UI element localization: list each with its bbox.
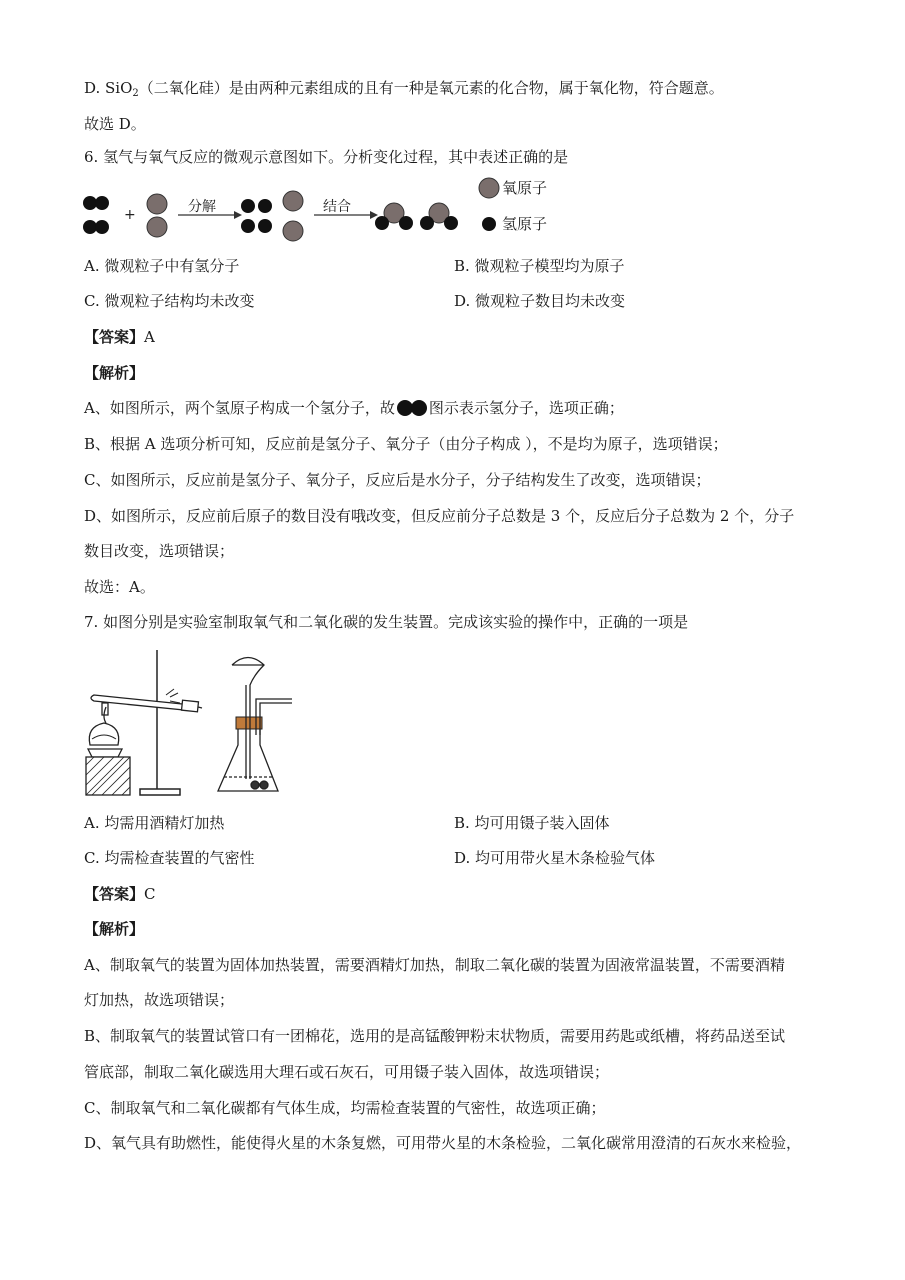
q7-apparatus-diagram — [82, 645, 302, 800]
plus-sign: + — [124, 207, 136, 223]
q7-analysis-c: C、制取氧气和二氧化碳都有气体生成，均需检查装置的气密性，故选项正确； — [84, 1099, 606, 1117]
step2-label: 结合 — [323, 199, 351, 215]
legend-oxygen-symbol — [479, 178, 499, 198]
q6-option-a: A. 微观粒子中有氢分子 — [84, 257, 240, 275]
hydrogen-molecule-inline-icon — [395, 399, 429, 417]
rubber-stopper — [236, 717, 262, 729]
q7-option-a: A. 均需用酒精灯加热 — [84, 814, 225, 832]
q7-analysis-a1: A、制取氧气的装置为固体加热装置，需要酒精灯加热，制取二氧化碳的装置为固液常温装置，不需要酒精 — [84, 956, 785, 974]
q7-option-c: C. 均需检查装置的气密性 — [84, 849, 255, 867]
q6-analysis-tag: 【解析】 — [84, 364, 145, 382]
q6-reaction-diagram — [80, 175, 560, 245]
legend-oxygen-label: 氧原子 — [502, 179, 548, 197]
q7-answer: 【答案】C — [84, 885, 156, 903]
hydrogen-molecules-before — [83, 196, 109, 234]
q6-analysis-c: C、如图所示，反应前是氢分子、氧分子，反应后是水分子，分子结构发生了改变，选项错误； — [84, 471, 711, 489]
q6-analysis-a: A、如图所示，两个氢原子构成一个氢分子，故 图示表示氢分子，选项正确； — [84, 399, 624, 417]
q7-analysis-b2: 管底部，制取二氧化碳选用大理石或石灰石，可用镊子装入固体，故选项错误； — [84, 1063, 610, 1081]
q7-analysis-tag: 【解析】 — [84, 920, 145, 938]
q5-option-d: D. SiO$_2$（二氧化硅）是由两种元素组成的且有一种是氧元素的化合物，属于氧化物，符合题意。 — [84, 79, 724, 99]
q6-analysis-d1: D、如图所示，反应前后原子的数目没有哦改变，但反应前分子总数是 3 个，反应后分子总数为 2 个，分子 — [84, 507, 795, 525]
q7-analysis-d: D、氧气具有助燃性，能使得火星的木条复燃，可用带火星的木条检验，二氧化碳常用澄清的石灰水来检验， — [84, 1134, 802, 1152]
oxygen-molecule-before — [147, 194, 167, 237]
q7-stem: 7. 如图分别是实验室制取氧气和二氧化碳的发生装置。完成该实验的操作中，正确的一项是 — [84, 613, 689, 631]
q6-answer: 【答案】A — [84, 328, 155, 346]
conical-flask — [218, 721, 278, 791]
step1-label: 分解 — [188, 199, 216, 215]
q6-conclusion: 故选：A。 — [84, 578, 155, 596]
iron-stand — [140, 650, 180, 795]
alcohol-lamp — [88, 703, 122, 757]
q7-analysis-a2: 灯加热，故选项错误； — [84, 991, 235, 1009]
q7-option-d: D. 均可用带火星木条检验气体 — [454, 849, 656, 867]
q7-analysis-b1: B、制取氧气的装置试管口有一团棉花，选用的是高锰酸钾粉末状物质，需要用药匙或纸槽，将药品送至试 — [84, 1027, 786, 1045]
water-molecules — [375, 203, 458, 230]
hydrogen-atoms-separated — [241, 199, 272, 233]
oxygen-atoms-separated — [283, 191, 303, 241]
q6-option-c: C. 微观粒子结构均未改变 — [84, 292, 255, 310]
q7-option-b: B. 均可用镊子装入固体 — [454, 814, 610, 832]
q6-option-d: D. 微观粒子数目均未改变 — [454, 292, 626, 310]
legend-hydrogen-label: 氢原子 — [502, 215, 548, 233]
q6-option-b: B. 微观粒子模型均为原子 — [454, 257, 625, 275]
q6-stem: 6. 氢气与氧气反应的微观示意图如下。分析变化过程，其中表述正确的是 — [84, 148, 569, 166]
wooden-block — [86, 757, 130, 795]
legend-hydrogen-symbol — [482, 217, 496, 231]
q5-conclusion: 故选 D。 — [84, 115, 146, 133]
q6-analysis-d2: 数目改变，选项错误； — [84, 542, 235, 560]
q6-analysis-b: B、根据 A 选项分析可知，反应前是氢分子、氧分子（由分子构成 ），不是均为原子，选项错误； — [84, 435, 728, 453]
